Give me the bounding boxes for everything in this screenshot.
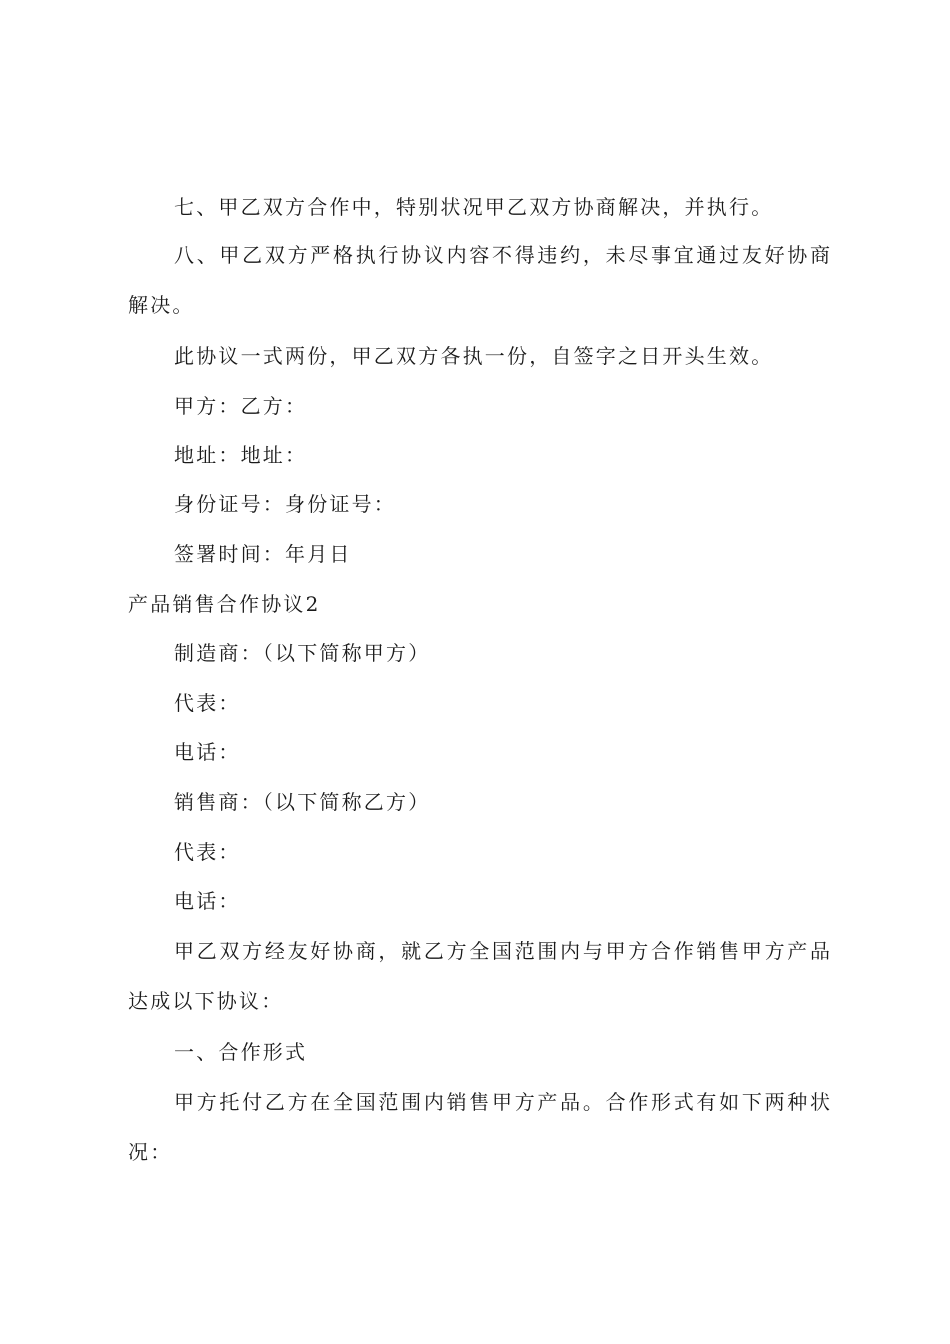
address-label: 地址：地址： (174, 443, 308, 467)
cooperation-line1: 甲方托付乙方在全国范围内销售甲方产品。合作形式有如下两种状 (174, 1090, 830, 1114)
agreement-copies: 此协议一式两份，甲乙双方各执一份，自签字之日开头生效。 (174, 344, 774, 368)
id-number-label: 身份证号：身份证号： (174, 492, 396, 516)
manufacturer-label: 制造商：（以下简称甲方） (174, 641, 431, 665)
seller-label: 销售商：（以下简称乙方） (174, 790, 431, 814)
clause-one-heading: 一、合作形式 (174, 1040, 308, 1064)
clause-eight-line1: 八、甲乙双方严格执行协议内容不得违约，未尽事宜通过友好协商 (174, 243, 830, 267)
manufacturer-representative: 代表： (174, 691, 241, 715)
signing-date-label: 签署时间：年月日 (174, 542, 352, 566)
party-label: 甲方：乙方： (174, 394, 308, 418)
clause-eight-line2: 解决。 (128, 293, 195, 317)
seller-representative: 代表： (174, 840, 241, 864)
intro-line1: 甲乙双方经友好协商，就乙方全国范围内与甲方合作销售甲方产品 (174, 939, 830, 963)
section-title: 产品销售合作协议2 (128, 592, 321, 616)
manufacturer-phone: 电话： (174, 740, 241, 764)
cooperation-line2: 况： (128, 1140, 173, 1164)
intro-line2: 达成以下协议： (128, 989, 284, 1013)
clause-seven: 七、甲乙双方合作中，特别状况甲乙双方协商解决，并执行。 (174, 195, 774, 219)
seller-phone: 电话： (174, 889, 241, 913)
